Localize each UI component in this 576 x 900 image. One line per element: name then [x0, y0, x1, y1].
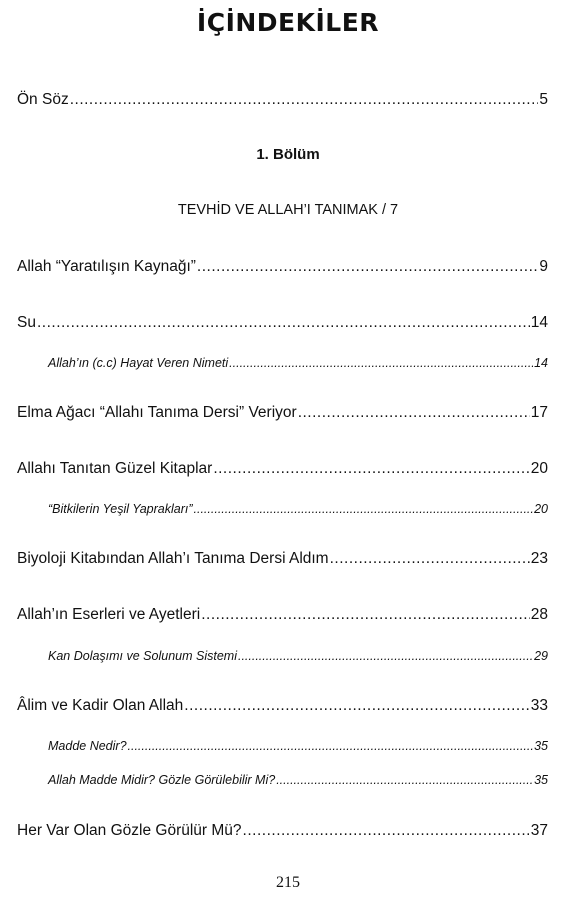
toc-entry[interactable] — [17, 548, 548, 570]
toc-entry[interactable] — [17, 604, 548, 626]
toc-entry[interactable] — [17, 312, 548, 334]
toc-subentry-label: Allah’ın (c.c) Hayat Veren Nimeti — [48, 356, 229, 370]
toc-subentry-page: 29 — [534, 649, 548, 663]
dot-leader — [276, 771, 533, 789]
toc-entry-on-soz[interactable] — [17, 89, 548, 111]
toc-entry-page: 33 — [530, 697, 548, 714]
dot-leader — [243, 820, 530, 842]
toc-entry[interactable] — [17, 820, 548, 842]
toc-subentry[interactable] — [48, 354, 548, 372]
toc-subentry-label: Allah Madde Midir? Gözle Görülebilir Mi? — [48, 773, 276, 787]
toc-entry-label: Su — [17, 314, 36, 331]
toc-entry-page: 37 — [530, 822, 548, 839]
toc-entry-label: Âlim ve Kadir Olan Allah — [17, 697, 184, 714]
dot-leader — [213, 458, 529, 480]
dot-leader — [128, 737, 534, 755]
dot-leader — [197, 256, 538, 278]
toc-subentry-label: Kan Dolaşımı ve Solunum Sistemi — [48, 649, 237, 663]
toc-entry-page: 14 — [530, 314, 548, 331]
page-title: İÇİNDEKİLER — [196, 8, 380, 37]
toc-subentry-page: 20 — [534, 502, 548, 516]
page-number: 215 — [276, 874, 300, 891]
toc-entry-label: Allah “Yaratılışın Kaynağı” — [17, 258, 196, 275]
toc-entry-label: Her Var Olan Gözle Görülür Mü? — [17, 822, 242, 839]
toc-subentry-label: “Bitkilerin Yeşil Yaprakları” — [48, 502, 193, 516]
toc-subentry-label: Madde Nedir? — [48, 739, 127, 753]
toc-entry[interactable] — [17, 402, 548, 424]
toc-entry-page: 9 — [539, 258, 548, 275]
toc-entry[interactable] — [17, 695, 548, 717]
toc-entry-label: Allah’ın Eserleri ve Ayetleri — [17, 606, 201, 623]
toc-subentry[interactable] — [48, 771, 548, 789]
toc-subentry[interactable] — [48, 737, 548, 755]
toc-entry-page: 20 — [530, 460, 548, 477]
toc-entry-label: Biyoloji Kitabından Allah’ı Tanıma Dersi Aldım — [17, 550, 329, 567]
section-number: 1. Bölüm — [256, 146, 320, 163]
toc-subentry-page: 14 — [534, 356, 548, 370]
toc-subentry-page: 35 — [534, 739, 548, 753]
dot-leader — [184, 695, 529, 717]
toc-entry[interactable] — [17, 458, 548, 480]
toc-entry-page: 28 — [530, 606, 548, 623]
dot-leader — [194, 500, 534, 518]
toc-entry-page: 23 — [530, 550, 548, 567]
dot-leader — [229, 354, 533, 372]
toc-entry-page: 5 — [539, 91, 548, 108]
dot-leader — [298, 402, 530, 424]
toc-subentry[interactable] — [48, 500, 548, 518]
toc-entry-label: Elma Ağacı “Allahı Tanıma Dersi” Veriyor — [17, 404, 297, 421]
section-title: TEVHİD VE ALLAH’I TANIMAK / 7 — [177, 202, 399, 218]
toc-entry-label: Allahı Tanıtan Güzel Kitaplar — [17, 460, 213, 477]
toc-entry-page: 17 — [530, 404, 548, 421]
dot-leader — [330, 548, 530, 570]
dot-leader — [201, 604, 530, 626]
toc-entry[interactable] — [17, 256, 548, 278]
dot-leader — [70, 89, 539, 111]
dot-leader — [37, 312, 530, 334]
toc-subentry[interactable] — [48, 647, 548, 665]
toc-subentry-page: 35 — [534, 773, 548, 787]
dot-leader — [238, 647, 533, 665]
toc-entry-label: Ön Söz — [17, 91, 69, 108]
